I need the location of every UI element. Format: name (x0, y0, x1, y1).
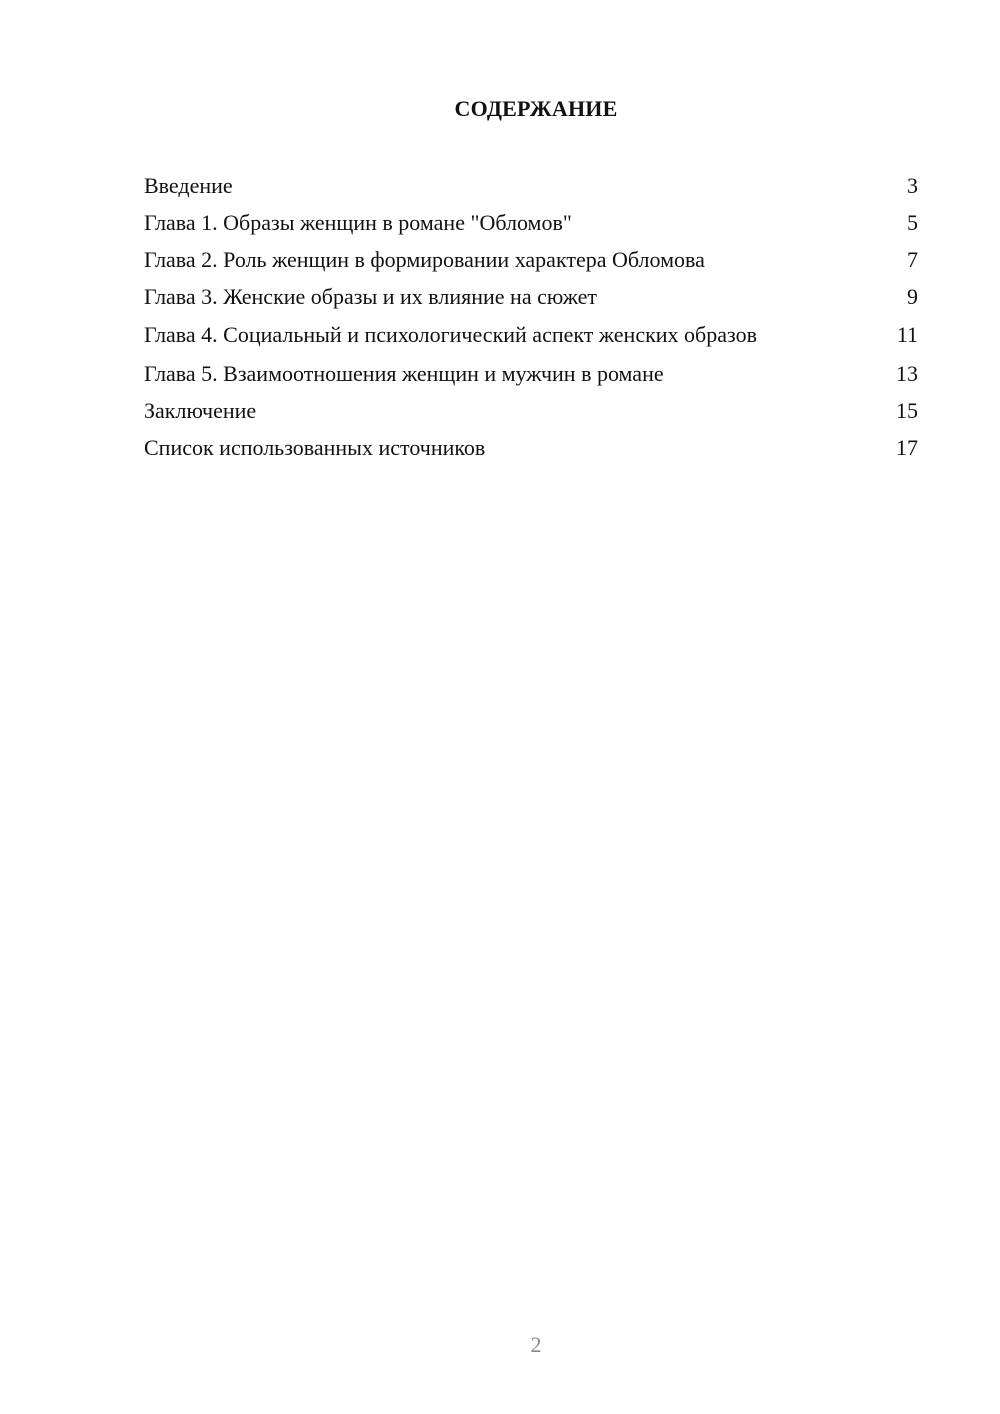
toc-item-label: Список использованных источников (144, 435, 486, 460)
toc-item-chapter-5 (144, 356, 918, 393)
toc-item-label: Глава 2. Роль женщин в формировании характера Обломова (144, 247, 705, 272)
toc-item-chapter-4 (144, 316, 918, 356)
toc-item-label: Введение (144, 173, 233, 198)
toc-item-label: Заключение (144, 398, 257, 423)
toc-item-chapter-3 (144, 279, 918, 316)
toc-item-label: Глава 1. Образы женщин в романе "Обломов" (144, 210, 572, 235)
toc-item-chapter-2 (144, 242, 918, 279)
toc-item-page: 11 (896, 322, 918, 347)
toc-item-page: 15 (896, 398, 918, 423)
toc-title: СОДЕРЖАНИЕ (454, 96, 618, 121)
toc-item-references (144, 430, 918, 467)
toc-item-page: 13 (896, 361, 918, 386)
toc-item-introduction (144, 168, 918, 205)
toc-item-page: 3 (907, 173, 918, 198)
toc-item-conclusion (144, 393, 918, 430)
toc-item-page: 5 (907, 210, 918, 235)
toc-item-label: Глава 4. Социальный и психологический аспект женских образов (144, 322, 757, 347)
page-number: 2 (530, 1332, 542, 1357)
toc-item-page: 9 (907, 284, 918, 309)
toc-item-page: 17 (896, 435, 918, 460)
toc-item-page: 7 (907, 247, 918, 272)
table-of-contents (144, 168, 918, 467)
toc-item-label: Глава 5. Взаимоотношения женщин и мужчин в романе (144, 361, 664, 386)
toc-item-chapter-1 (144, 205, 918, 242)
toc-item-label: Глава 3. Женские образы и их влияние на сюжет (144, 284, 598, 309)
